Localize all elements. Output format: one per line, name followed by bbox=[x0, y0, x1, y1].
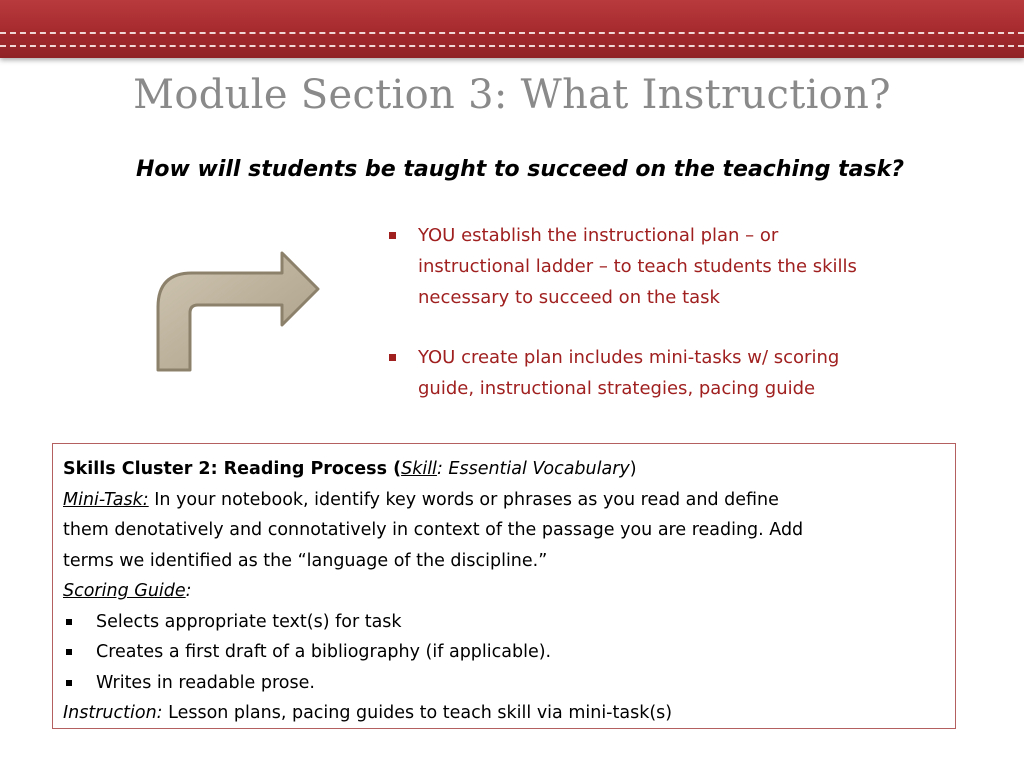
heading-prefix: Skills Cluster 2: Reading Process ( bbox=[63, 459, 402, 479]
bullet-item bbox=[385, 220, 945, 313]
bullet-line: necessary to succeed on the task bbox=[418, 287, 720, 308]
banner-stitch-top bbox=[0, 32, 1024, 34]
skill-colon: : bbox=[436, 459, 443, 479]
bullet-line: YOU create plan includes mini-tasks w/ scoring bbox=[418, 347, 840, 368]
skill-label: Skill bbox=[401, 459, 437, 479]
skills-cluster-box bbox=[52, 443, 956, 729]
skills-cluster-heading bbox=[63, 454, 955, 485]
mini-task-line: them denotatively and connotatively in context of the passage you are reading. Add bbox=[63, 520, 804, 540]
mini-task-line bbox=[63, 485, 955, 516]
scoring-label: Scoring Guide bbox=[63, 581, 186, 601]
square-bullet-icon bbox=[66, 649, 72, 655]
square-bullet-icon bbox=[389, 232, 396, 239]
mini-task-label: Mini-Task: bbox=[63, 489, 149, 510]
scoring-item-text: Creates a first draft of a bibliography (if applicable). bbox=[96, 642, 552, 662]
skill-value: Essential Vocabulary bbox=[442, 459, 630, 479]
scoring-item bbox=[63, 668, 955, 699]
mini-task-text: In your notebook, identify key words or phrases as you read and define bbox=[148, 489, 779, 510]
scoring-colon: : bbox=[185, 581, 192, 601]
scoring-item-text: Selects appropriate text(s) for task bbox=[96, 611, 402, 632]
header-banner bbox=[0, 0, 1024, 58]
instruction-label: Instruction: bbox=[63, 703, 163, 723]
scoring-item bbox=[63, 607, 955, 638]
slide-subtitle: How will students be taught to succeed on the teaching task? bbox=[136, 157, 904, 182]
bullet-list bbox=[385, 220, 945, 433]
bullet-line: guide, instructional strategies, pacing guide bbox=[418, 378, 816, 399]
bullet-line: YOU establish the instructional plan – or bbox=[418, 225, 779, 246]
scoring-item-text: Writes in readable prose. bbox=[96, 672, 315, 693]
square-bullet-icon bbox=[66, 680, 72, 686]
bullet-line: instructional ladder – to teach students the skills bbox=[418, 256, 857, 277]
square-bullet-icon bbox=[66, 619, 72, 625]
heading-suffix: ) bbox=[629, 459, 637, 479]
instruction-line bbox=[63, 698, 955, 729]
scoring-item bbox=[63, 637, 955, 668]
slide-title: Module Section 3: What Instruction? bbox=[133, 72, 891, 118]
scoring-guide-label bbox=[63, 576, 955, 607]
bullet-item bbox=[385, 342, 945, 404]
bent-arrow-right-icon bbox=[150, 245, 325, 375]
mini-task-line: terms we identified as the “language of the discipline.” bbox=[63, 550, 548, 571]
instruction-text: Lesson plans, pacing guides to teach skill via mini-task(s) bbox=[162, 703, 673, 723]
banner-stitch-bottom bbox=[0, 45, 1024, 47]
square-bullet-icon bbox=[389, 354, 396, 361]
